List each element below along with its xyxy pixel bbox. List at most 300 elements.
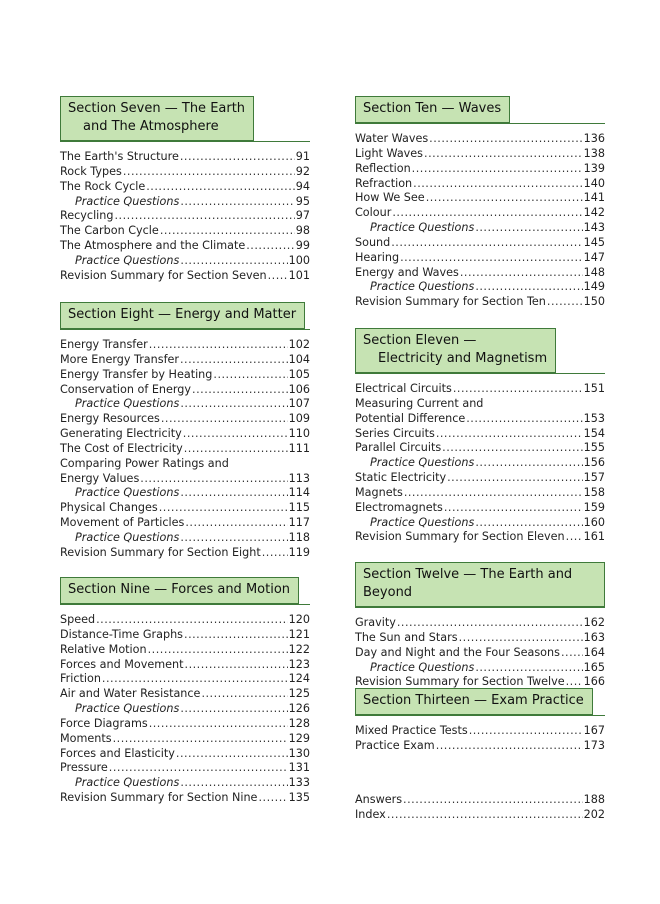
page-number: 160 bbox=[583, 515, 605, 529]
dot-leader bbox=[180, 150, 295, 165]
page-number: 162 bbox=[583, 616, 605, 629]
toc-entry[interactable] bbox=[60, 687, 310, 702]
dot-leader bbox=[180, 486, 287, 501]
page-number: 165 bbox=[583, 660, 605, 674]
entry-title: Practice Questions bbox=[75, 776, 180, 790]
section-eleven bbox=[355, 328, 605, 545]
section-eleven-header[interactable] bbox=[355, 328, 556, 373]
entry-title: Practice Exam bbox=[355, 738, 435, 752]
toc-entry[interactable] bbox=[60, 427, 310, 442]
dot-leader bbox=[140, 472, 287, 487]
page-number: 106 bbox=[288, 382, 310, 396]
toc-entry-practice[interactable] bbox=[60, 254, 310, 269]
dot-leader bbox=[201, 687, 287, 702]
toc-entry[interactable] bbox=[355, 808, 605, 823]
dot-leader bbox=[180, 702, 287, 717]
entry-title: Physical Changes bbox=[60, 501, 158, 515]
toc-entry[interactable] bbox=[60, 717, 310, 732]
entry-title: Energy Values bbox=[60, 471, 140, 485]
dot-leader bbox=[109, 761, 288, 776]
dot-leader bbox=[442, 441, 582, 456]
dot-leader bbox=[213, 368, 287, 383]
page-number: 133 bbox=[288, 776, 310, 790]
toc-entry[interactable] bbox=[60, 658, 310, 673]
section-thirteen bbox=[355, 688, 605, 754]
dot-leader bbox=[444, 501, 583, 516]
entry-title: Parallel Circuits bbox=[355, 441, 442, 455]
page-number: 166 bbox=[583, 675, 605, 689]
toc-entry[interactable] bbox=[60, 353, 310, 368]
dot-leader bbox=[149, 338, 288, 353]
section-twelve-header[interactable] bbox=[355, 562, 605, 607]
page-number: 164 bbox=[583, 645, 605, 659]
toc-entry[interactable] bbox=[355, 191, 605, 206]
entry-title: Series Circuits bbox=[355, 426, 435, 440]
dot-leader bbox=[436, 739, 583, 754]
page-number: 122 bbox=[288, 642, 310, 656]
toc-entry-practice[interactable] bbox=[355, 516, 605, 531]
toc-entry[interactable] bbox=[60, 472, 310, 487]
entry-title: Energy Transfer bbox=[60, 338, 148, 351]
section-ten bbox=[355, 96, 605, 310]
dot-leader bbox=[392, 206, 582, 221]
section-divider bbox=[60, 329, 310, 330]
dot-leader bbox=[160, 224, 295, 239]
section-thirteen-entries bbox=[355, 724, 605, 754]
page-number: 130 bbox=[288, 746, 310, 760]
toc-entry[interactable] bbox=[60, 150, 310, 165]
entry-title: Practice Questions bbox=[75, 486, 180, 500]
entry-title: Practice Questions bbox=[75, 397, 180, 411]
toc-entry[interactable] bbox=[355, 427, 605, 442]
toc-entry[interactable] bbox=[355, 616, 605, 631]
page-number: 113 bbox=[288, 471, 310, 485]
toc-entry[interactable] bbox=[60, 368, 310, 383]
page-number: 97 bbox=[295, 209, 310, 223]
dot-leader bbox=[148, 643, 288, 658]
section-divider bbox=[355, 123, 605, 124]
toc-entry[interactable] bbox=[60, 239, 310, 254]
left-column bbox=[60, 96, 310, 805]
dot-leader bbox=[459, 631, 583, 646]
entry-title: Day and Night and the Four Seasons bbox=[355, 645, 560, 659]
dot-leader bbox=[475, 661, 582, 676]
back-matter bbox=[355, 793, 605, 823]
page-number: 161 bbox=[583, 530, 605, 544]
toc-entry[interactable] bbox=[355, 486, 605, 501]
toc-entry[interactable] bbox=[60, 516, 310, 531]
dot-leader bbox=[475, 280, 582, 295]
dot-leader bbox=[96, 613, 288, 628]
entry-title: Generating Electricity bbox=[60, 427, 182, 441]
section-eight-entries bbox=[60, 338, 310, 561]
page-number: 158 bbox=[583, 485, 605, 499]
section-twelve-entries bbox=[355, 616, 605, 690]
dot-leader bbox=[114, 209, 294, 224]
page-number: 159 bbox=[583, 500, 605, 514]
entry-title: Electrical Circuits bbox=[355, 382, 452, 395]
dot-leader bbox=[180, 776, 287, 791]
entry-title: Refraction bbox=[355, 176, 413, 190]
entry-title: Magnets bbox=[355, 485, 403, 499]
dot-leader bbox=[424, 147, 583, 162]
page-number: 148 bbox=[583, 265, 605, 279]
toc-entry-practice[interactable] bbox=[355, 661, 605, 676]
dot-leader bbox=[566, 530, 583, 545]
entry-title: Reflection bbox=[355, 161, 411, 175]
dot-leader bbox=[185, 658, 288, 673]
toc-entry[interactable] bbox=[60, 269, 310, 284]
toc-entry[interactable] bbox=[355, 631, 605, 646]
dot-leader bbox=[426, 191, 583, 206]
toc-entry[interactable] bbox=[355, 739, 605, 754]
dot-leader bbox=[183, 427, 288, 442]
page-number: 109 bbox=[288, 412, 310, 426]
entry-title: Revision Summary for Section Eleven bbox=[355, 530, 565, 544]
toc-entry[interactable] bbox=[355, 471, 605, 486]
page-number: 140 bbox=[583, 176, 605, 190]
toc-entry[interactable] bbox=[355, 132, 605, 147]
section-divider bbox=[60, 141, 310, 142]
section-twelve bbox=[355, 562, 605, 690]
toc-entry[interactable] bbox=[60, 628, 310, 643]
dot-leader bbox=[180, 254, 287, 269]
toc-entry[interactable] bbox=[60, 224, 310, 239]
page-number: 188 bbox=[583, 793, 605, 806]
entry-title: Movement of Particles bbox=[60, 516, 185, 530]
toc-entry[interactable] bbox=[60, 747, 310, 762]
toc-entry[interactable] bbox=[60, 732, 310, 747]
entry-title: Energy Resources bbox=[60, 412, 160, 426]
dot-leader bbox=[412, 162, 583, 177]
entry-title: The Atmosphere and the Climate bbox=[60, 239, 246, 253]
dot-leader bbox=[413, 177, 583, 192]
toc-entry-practice[interactable] bbox=[60, 531, 310, 546]
dot-leader bbox=[176, 747, 288, 762]
page-number: 104 bbox=[288, 352, 310, 366]
page-number: 92 bbox=[295, 164, 310, 178]
dot-leader bbox=[146, 180, 295, 195]
toc-entry[interactable] bbox=[60, 672, 310, 687]
dot-leader bbox=[113, 732, 288, 747]
entry-title: Pressure bbox=[60, 761, 108, 775]
dot-leader bbox=[547, 295, 583, 310]
toc-entry-practice[interactable] bbox=[355, 280, 605, 295]
dot-leader bbox=[447, 471, 583, 486]
toc-entry[interactable] bbox=[355, 147, 605, 162]
entry-title: Practice Questions bbox=[370, 660, 475, 674]
toc-entry[interactable] bbox=[355, 397, 605, 412]
page-number: 110 bbox=[288, 427, 310, 441]
entry-title: How We See bbox=[355, 191, 425, 205]
toc-entry[interactable] bbox=[355, 646, 605, 661]
page-number: 153 bbox=[583, 411, 605, 425]
entry-title: Practice Questions bbox=[75, 194, 180, 208]
dot-leader bbox=[262, 546, 288, 561]
entry-title: Relative Motion bbox=[60, 642, 147, 656]
entry-title: Speed bbox=[60, 613, 96, 626]
section-ten-header[interactable] bbox=[355, 96, 510, 123]
page-number: 202 bbox=[583, 807, 605, 821]
toc-entry[interactable] bbox=[355, 266, 605, 281]
page-number: 124 bbox=[288, 672, 310, 686]
dot-leader bbox=[429, 132, 582, 147]
page-number: 98 bbox=[295, 224, 310, 238]
toc-entry[interactable] bbox=[355, 530, 605, 545]
entry-title: Measuring Current and bbox=[355, 396, 484, 410]
entry-title: Practice Questions bbox=[370, 280, 475, 294]
dot-leader bbox=[180, 531, 287, 546]
dot-leader bbox=[387, 808, 583, 823]
section-divider bbox=[355, 715, 605, 716]
entry-title: The Cost of Electricity bbox=[60, 441, 183, 455]
entry-title: Light Waves bbox=[355, 146, 424, 160]
section-title: Section Twelve — The Earth and Beyond bbox=[363, 567, 573, 600]
page-number: 155 bbox=[583, 441, 605, 455]
toc-entry[interactable] bbox=[355, 162, 605, 177]
page-number: 102 bbox=[288, 338, 310, 351]
page-number: 115 bbox=[288, 501, 310, 515]
toc-entry[interactable] bbox=[60, 383, 310, 398]
toc-entry[interactable] bbox=[355, 206, 605, 221]
dot-leader bbox=[180, 397, 287, 412]
section-seven-entries bbox=[60, 150, 310, 284]
entry-title: Force Diagrams bbox=[60, 716, 148, 730]
page-number: 173 bbox=[583, 738, 605, 752]
page-number: 95 bbox=[295, 194, 310, 208]
section-divider bbox=[355, 607, 605, 608]
page-number: 141 bbox=[583, 191, 605, 205]
toc-entry[interactable] bbox=[60, 165, 310, 180]
entry-title: Practice Questions bbox=[370, 515, 475, 529]
dot-leader bbox=[404, 486, 583, 501]
entry-title: Revision Summary for Section Seven bbox=[60, 268, 267, 282]
page-number: 142 bbox=[583, 206, 605, 220]
section-divider bbox=[355, 373, 605, 374]
entry-title: Energy and Waves bbox=[355, 265, 459, 279]
entry-title: Answers bbox=[355, 793, 403, 806]
section-title: Section Seven — The Earth bbox=[68, 101, 246, 116]
entry-title: Practice Questions bbox=[75, 702, 180, 716]
page-number: 105 bbox=[288, 367, 310, 381]
page-number: 151 bbox=[583, 382, 605, 395]
entry-title: Forces and Elasticity bbox=[60, 746, 175, 760]
entry-title: Revision Summary for Section Eight bbox=[60, 545, 261, 559]
toc-entry[interactable] bbox=[60, 442, 310, 457]
dot-leader bbox=[436, 427, 583, 442]
dot-leader bbox=[453, 382, 583, 397]
entry-title: More Energy Transfer bbox=[60, 352, 179, 366]
toc-entry[interactable] bbox=[355, 251, 605, 266]
page-number: 156 bbox=[583, 456, 605, 470]
section-eight-header[interactable] bbox=[60, 302, 305, 329]
page-number: 138 bbox=[583, 146, 605, 160]
dot-leader bbox=[161, 412, 288, 427]
section-title: Section Eight — Energy and Matter bbox=[68, 307, 297, 322]
page-number: 91 bbox=[295, 150, 310, 163]
toc-entry[interactable] bbox=[60, 643, 310, 658]
toc-entry[interactable] bbox=[60, 457, 310, 472]
entry-title: Revision Summary for Section Twelve bbox=[355, 675, 565, 689]
entry-title: Practice Questions bbox=[75, 253, 180, 267]
toc-entry-practice[interactable] bbox=[60, 397, 310, 412]
entry-title: Practice Questions bbox=[370, 221, 475, 235]
entry-title: The Rock Cycle bbox=[60, 179, 146, 193]
section-title: Section Nine — Forces and Motion bbox=[68, 582, 291, 597]
page-number: 114 bbox=[288, 486, 310, 500]
dot-leader bbox=[469, 724, 583, 739]
entry-title: Potential Difference bbox=[355, 411, 466, 425]
section-nine-entries bbox=[60, 613, 310, 806]
section-nine-header[interactable] bbox=[60, 577, 299, 604]
toc-entry[interactable] bbox=[355, 793, 605, 808]
section-title: Section Eleven — bbox=[363, 333, 477, 348]
dot-leader bbox=[460, 266, 583, 281]
section-seven-header[interactable] bbox=[60, 96, 254, 141]
toc-entry[interactable] bbox=[355, 236, 605, 251]
entry-title: Moments bbox=[60, 731, 112, 745]
toc-entry[interactable] bbox=[60, 180, 310, 195]
page-number: 111 bbox=[288, 441, 310, 455]
dot-leader bbox=[403, 793, 583, 808]
entry-title: Practice Questions bbox=[370, 456, 475, 470]
toc-entry-practice[interactable] bbox=[60, 702, 310, 717]
page-number: 129 bbox=[288, 731, 310, 745]
toc-entry[interactable] bbox=[355, 441, 605, 456]
dot-leader bbox=[400, 251, 583, 266]
toc-entry[interactable] bbox=[60, 209, 310, 224]
dot-leader bbox=[246, 239, 295, 254]
entry-title: Rock Types bbox=[60, 164, 122, 178]
entry-title: Recycling bbox=[60, 209, 114, 223]
entry-title: Energy Transfer by Heating bbox=[60, 367, 213, 381]
section-title: Section Ten — Waves bbox=[363, 101, 502, 116]
dot-leader bbox=[466, 412, 582, 427]
section-title: Section Thirteen — Exam Practice bbox=[363, 693, 584, 708]
dot-leader bbox=[475, 516, 582, 531]
page-number: 100 bbox=[288, 253, 310, 267]
entry-title: Distance-Time Graphs bbox=[60, 627, 184, 641]
entry-title: The Carbon Cycle bbox=[60, 224, 159, 238]
section-title-line2: Electricity and Magnetism bbox=[378, 351, 548, 366]
entry-title: Water Waves bbox=[355, 132, 429, 145]
toc-entry[interactable] bbox=[60, 613, 310, 628]
dot-leader bbox=[184, 628, 288, 643]
page-number: 107 bbox=[288, 397, 310, 411]
dot-leader bbox=[102, 672, 288, 687]
entry-title: Colour bbox=[355, 206, 392, 220]
entry-title: Static Electricity bbox=[355, 471, 447, 485]
page-number: 154 bbox=[583, 426, 605, 440]
dot-leader bbox=[475, 456, 582, 471]
toc-entry[interactable] bbox=[355, 724, 605, 739]
toc-entry-practice[interactable] bbox=[355, 221, 605, 236]
back-matter-entries bbox=[355, 793, 605, 823]
entry-title: Gravity bbox=[355, 616, 396, 629]
toc-entry[interactable] bbox=[60, 412, 310, 427]
entry-title: Sound bbox=[355, 235, 391, 249]
dot-leader bbox=[149, 717, 288, 732]
entry-title: Revision Summary for Section Ten bbox=[355, 295, 546, 309]
page-number: 128 bbox=[288, 716, 310, 730]
page-number: 163 bbox=[583, 630, 605, 644]
right-column bbox=[355, 96, 605, 821]
toc-entry-practice[interactable] bbox=[60, 486, 310, 501]
toc-entry[interactable] bbox=[355, 177, 605, 192]
page-number: 150 bbox=[583, 295, 605, 309]
entry-title: Index bbox=[355, 807, 386, 821]
page-number: 135 bbox=[288, 791, 310, 805]
page-number: 149 bbox=[583, 280, 605, 294]
page-number: 99 bbox=[295, 239, 310, 253]
entry-title: Practice Questions bbox=[75, 530, 180, 544]
dot-leader bbox=[391, 236, 582, 251]
section-eleven-entries bbox=[355, 382, 605, 545]
dot-leader bbox=[268, 269, 288, 284]
page-number: 94 bbox=[295, 179, 310, 193]
page-number: 117 bbox=[288, 516, 310, 530]
dot-leader bbox=[258, 791, 287, 806]
section-nine bbox=[60, 577, 310, 806]
toc-entry-practice[interactable] bbox=[60, 195, 310, 210]
page-number: 101 bbox=[288, 268, 310, 282]
entry-title: Air and Water Resistance bbox=[60, 687, 201, 701]
toc-entry[interactable] bbox=[355, 382, 605, 397]
toc-entry[interactable] bbox=[60, 546, 310, 561]
section-ten-entries bbox=[355, 132, 605, 310]
page-number: 147 bbox=[583, 250, 605, 264]
entry-title: The Earth's Structure bbox=[60, 150, 179, 163]
dot-leader bbox=[475, 221, 582, 236]
page-number: 157 bbox=[583, 471, 605, 485]
entry-title: The Sun and Stars bbox=[355, 630, 458, 644]
toc-entry-practice[interactable] bbox=[355, 456, 605, 471]
section-eight bbox=[60, 302, 310, 561]
dot-leader bbox=[192, 383, 288, 398]
section-seven bbox=[60, 96, 310, 284]
toc-entry[interactable] bbox=[355, 412, 605, 427]
section-divider bbox=[60, 604, 310, 605]
dot-leader bbox=[561, 646, 583, 661]
page-number: 167 bbox=[583, 724, 605, 737]
toc-entry-practice[interactable] bbox=[60, 776, 310, 791]
section-thirteen-header[interactable] bbox=[355, 688, 593, 715]
entry-title: Conservation of Energy bbox=[60, 382, 192, 396]
dot-leader bbox=[185, 516, 287, 531]
toc-entry[interactable] bbox=[355, 501, 605, 516]
toc-entry[interactable] bbox=[355, 295, 605, 310]
dot-leader bbox=[180, 353, 288, 368]
entry-title: Forces and Movement bbox=[60, 657, 184, 671]
dot-leader bbox=[397, 616, 583, 631]
toc-entry[interactable] bbox=[60, 501, 310, 516]
toc-entry[interactable] bbox=[60, 761, 310, 776]
entry-title: Friction bbox=[60, 672, 101, 686]
page-number: 131 bbox=[288, 761, 310, 775]
entry-title: Electromagnets bbox=[355, 500, 443, 514]
entry-title: Revision Summary for Section Nine bbox=[60, 791, 258, 805]
page-number: 126 bbox=[288, 702, 310, 716]
toc-entry[interactable] bbox=[60, 338, 310, 353]
section-title-line2: and The Atmosphere bbox=[83, 119, 219, 134]
entry-title: Mixed Practice Tests bbox=[355, 724, 468, 737]
page-number: 121 bbox=[288, 627, 310, 641]
page-number: 118 bbox=[288, 530, 310, 544]
page-number: 125 bbox=[288, 687, 310, 701]
dot-leader bbox=[184, 442, 288, 457]
page-number: 143 bbox=[583, 221, 605, 235]
toc-entry[interactable] bbox=[60, 791, 310, 806]
